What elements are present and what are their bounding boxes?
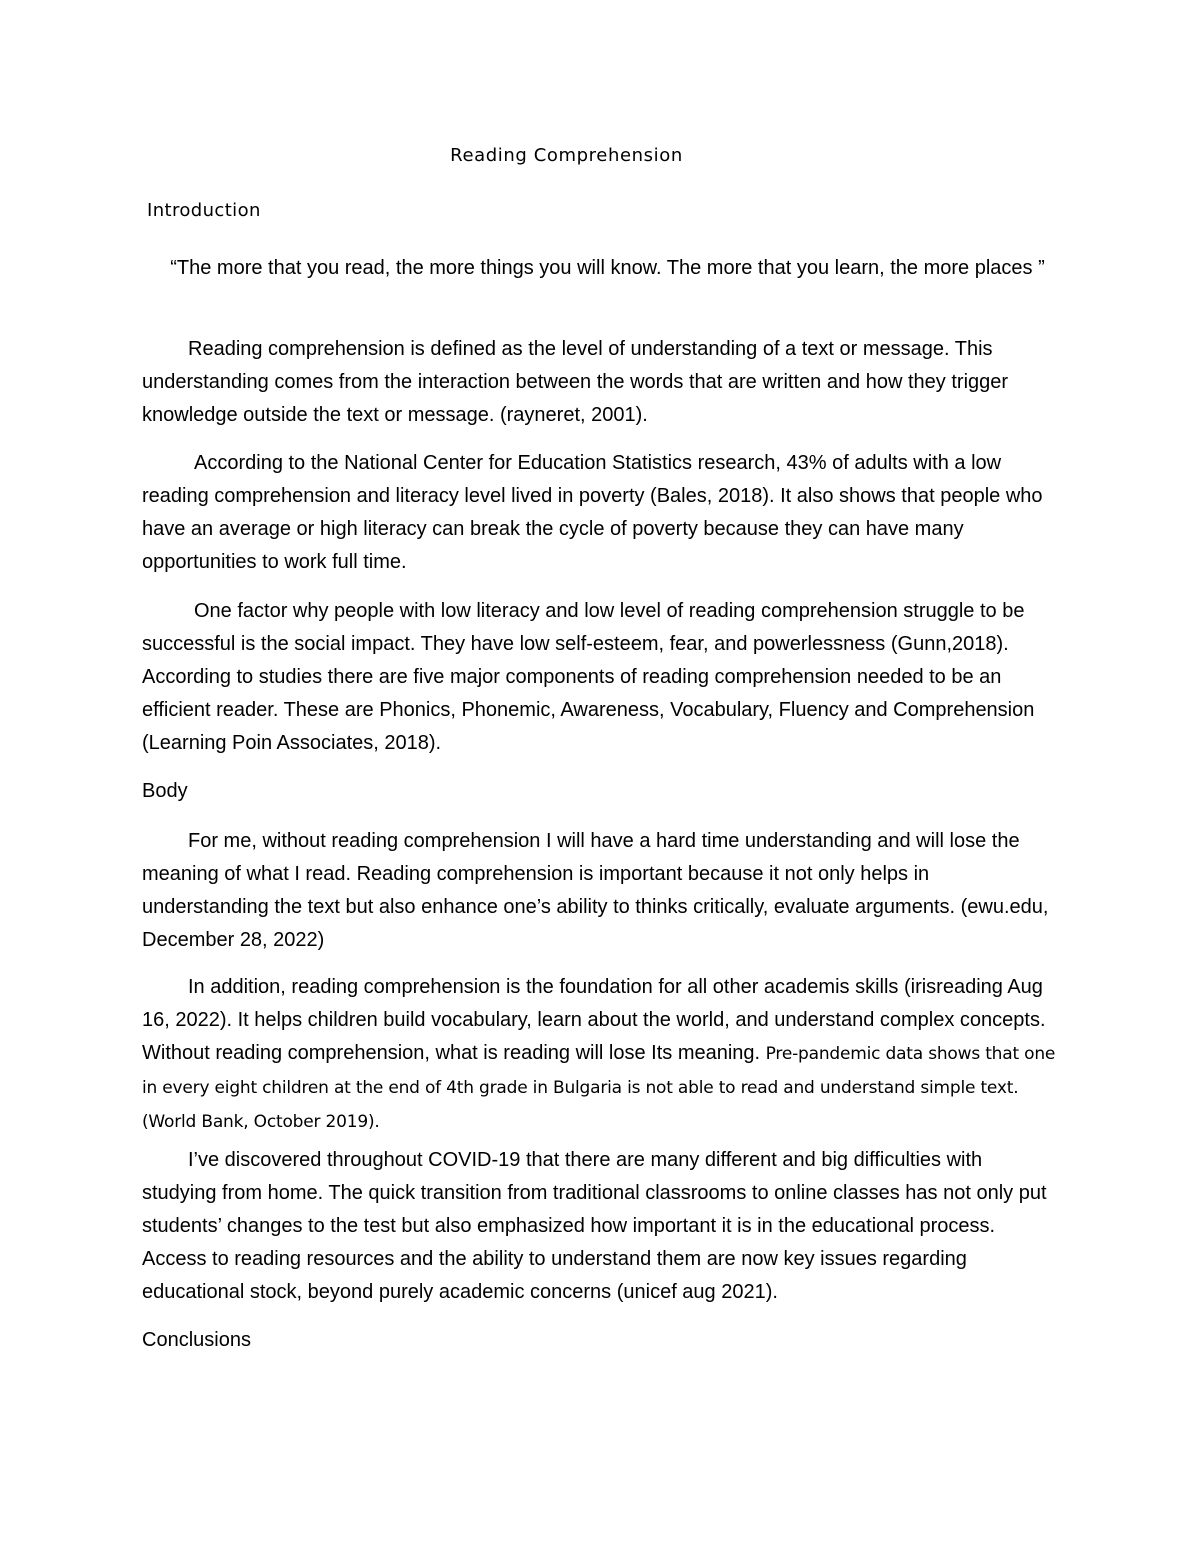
paragraph-foundation-citation: Pre-pandemic data shows that one in every eight children at the end of 4th grade in Bulgaria is not able to read and understand simple text. (World Bank, October 2019). — [142, 1044, 1056, 1132]
paragraph-covid: I’ve discovered throughout COVID-19 that there are many different and big difficulties with studying from home. The quick transition from traditional classrooms to online classes has not only put students’ changes to the test but also emphasized how important it is in the educational process. Access to reading resources and the ability to understand them are now key issues regarding educational stock, beyond purely academic concerns (unicef aug 2021). — [142, 1149, 1047, 1303]
heading-introduction: Introduction — [147, 200, 261, 221]
paragraph-foundation-main: In addition, reading comprehension is the foundation for all other academis skills (irisreading Aug 16, 2022). It helps children build vocabulary, learn about the world, and understand complex concepts. Without reading comprehension, what is reading will lose Its meaning. — [142, 976, 1046, 1064]
paragraph-statistics: According to the National Center for Education Statistics research, 43% of adults with a low reading comprehension and literacy level lived in poverty (Bales, 2018). It also shows that people who have an average or high literacy can break the cycle of poverty because they can have many opportunities to work full time. — [142, 452, 1043, 573]
paragraph-foundation — [142, 971, 1060, 1139]
document-title: Reading Comprehension — [450, 145, 683, 166]
heading-conclusions: Conclusions — [142, 1329, 251, 1351]
paragraph-definition: Reading comprehension is defined as the level of understanding of a text or message. This understanding comes from the interaction between the words that are written and how they trigger knowledge outside the text or message. (rayneret, 2001). — [142, 338, 1009, 426]
opening-quote: “The more that you read, the more things you will know. The more that you learn, the more places ” — [170, 257, 1045, 279]
paragraph-personal-view: For me, without reading comprehension I will have a hard time understanding and will lose the meaning of what I read. Reading comprehension is important because it not only helps in understanding the text but also enhance one’s ability to thinks critically, evaluate arguments. (ewu.edu, December 28, 2022) — [142, 830, 1049, 951]
heading-body: Body — [142, 780, 188, 802]
paragraph-social-impact: One factor why people with low literacy and low level of reading comprehension struggle to be successful is the social impact. They have low self-esteem, fear, and powerlessness (Gunn,2018). According to studies there are five major components of reading comprehension needed to be an efficient reader. These are Phonics, Phonemic, Awareness, Vocabulary, Fluency and Comprehension (Learning Poin Associates, 2018). — [142, 600, 1035, 754]
